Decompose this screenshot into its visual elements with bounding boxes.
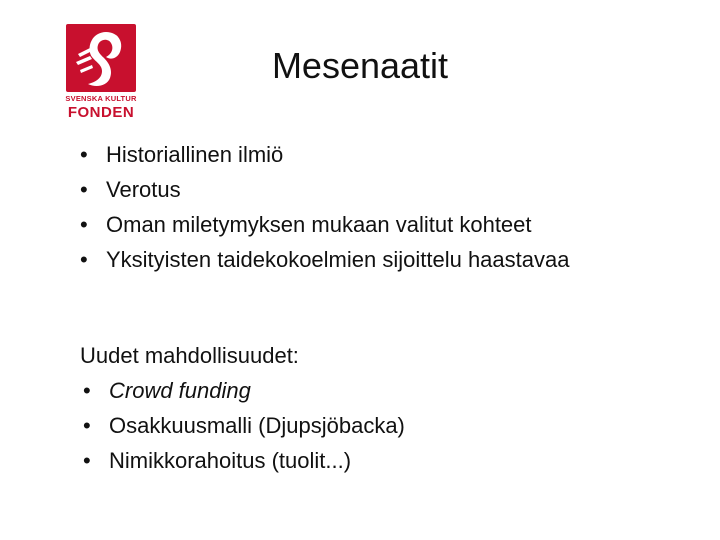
list-item-text: Oman miletymyksen mukaan valitut kohteet (106, 212, 532, 237)
list-item (80, 207, 569, 242)
list-item (80, 373, 405, 408)
new-possibilities-section (80, 338, 405, 478)
list-item (80, 408, 405, 443)
bullet-list-main (80, 137, 569, 277)
logo-emblem-icon (66, 24, 136, 92)
list-item-text: Osakkuusmalli (Djupsjöbacka) (109, 413, 405, 438)
logo-subtitle: SVENSKA KULTUR (65, 94, 137, 103)
bullet-icon: • (83, 448, 91, 473)
bullet-icon: • (80, 142, 88, 167)
list-item-text: Nimikkorahoitus (tuolit...) (109, 448, 352, 473)
bullet-icon: • (83, 413, 91, 438)
list-item (80, 172, 569, 207)
list-item-text: Verotus (106, 177, 181, 202)
logo-wordmark: FONDEN (67, 104, 135, 121)
list-item-text: Crowd funding (109, 378, 251, 403)
list-item (80, 443, 405, 478)
bullet-icon: • (80, 247, 88, 272)
bullet-icon: • (83, 378, 91, 403)
slide-title: Mesenaatit (271, 45, 449, 86)
section-heading: Uudet mahdollisuudet: (80, 343, 299, 368)
bullet-icon: • (80, 212, 88, 237)
svenska-kulturfonden-logo (60, 22, 142, 122)
list-item (80, 137, 569, 172)
list-item-text: Yksityisten taidekokoelmien sijoittelu haastavaa (106, 247, 570, 272)
list-item-text: Historiallinen ilmiö (106, 142, 284, 167)
bullet-icon: • (80, 177, 88, 202)
list-item (80, 242, 569, 277)
